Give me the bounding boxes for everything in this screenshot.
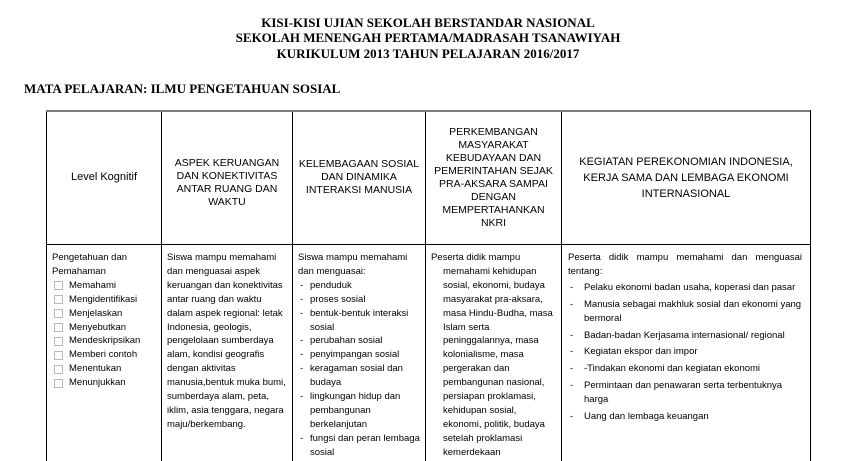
- list-item: - lingkungan hidup dan pembangunan berkelanjutan: [298, 390, 421, 432]
- table-top-border: [46, 110, 810, 112]
- list-item: - penduduk: [298, 279, 421, 293]
- table-row: [47, 245, 811, 461]
- checkbox-icon: [54, 309, 63, 318]
- list-item: Menyebutkan: [54, 321, 157, 335]
- list-item: - Uang dan lembaga keuangan: [568, 410, 802, 424]
- list-item: Menunjukkan: [54, 376, 157, 390]
- kegiatan-perekonomian-cell: [562, 245, 811, 461]
- header-aspek-keruangan: ASPEK KERUANGAN DAN KONEKTIVITAS ANTAR RUANG DAN WAKTU: [162, 111, 293, 245]
- list-item: Memahami: [54, 279, 157, 293]
- list-item: - proses sosial: [298, 293, 421, 307]
- list-item: - Kegiatan ekspor dan impor: [568, 345, 802, 359]
- list-item: - Pelaku ekonomi badan usaha, koperasi dan pasar: [568, 281, 802, 295]
- checkbox-icon: [54, 379, 63, 388]
- list-item: - perubahan sosial: [298, 334, 421, 348]
- level-title-line-2: Pemahaman: [52, 265, 157, 279]
- list-item: - keragaman sosial dan budaya: [298, 362, 421, 390]
- list-item: - fungsi dan peran lembaga sosial: [298, 432, 421, 460]
- list-item: Mendeskripsikan: [54, 334, 157, 348]
- header-perkembangan-masyarakat: PERKEMBANGAN MASYARAKAT KEBUDAYAAN DAN PEMERINTAHAN SEJAK PRA-AKSARA SAMPAI DENGAN MEMPERTAHANKAN NKRI: [426, 111, 562, 245]
- checkbox-icon: [54, 323, 63, 332]
- header-kelembagaan-sosial: KELEMBAGAAN SOSIAL DAN DINAMIKA INTERAKSI MANUSIA: [293, 111, 426, 245]
- header-level-kognitif: Level Kognitif: [47, 111, 162, 245]
- checkbox-icon: [54, 337, 63, 346]
- kelembagaan-sosial-cell: [293, 245, 426, 461]
- level-cell: [47, 245, 162, 461]
- document-title-line-1: KISI-KISI UJIAN SEKOLAH BERSTANDAR NASIONAL: [0, 16, 856, 30]
- checkbox-icon: [54, 351, 63, 360]
- checkbox-icon: [54, 365, 63, 374]
- perkembangan-intro: Peserta didik mampu: [431, 251, 557, 265]
- list-item: Memberi contoh: [54, 348, 157, 362]
- list-item: Mengidentifikasi: [54, 293, 157, 307]
- checkbox-icon: [54, 281, 63, 290]
- list-item: - bentuk-bentuk interaksi sosial: [298, 307, 421, 335]
- kelembagaan-list: [298, 279, 421, 460]
- perekonomian-intro: Peserta didik mampu memahami dan menguasai tentang:: [568, 251, 802, 279]
- checkbox-icon: [54, 295, 63, 304]
- list-item: Menjelaskan: [54, 307, 157, 321]
- kelembagaan-intro: Siswa mampu memahami dan menguasai:: [298, 251, 421, 279]
- list-item: - Badan-badan Kerjasama internasional/ regional: [568, 329, 802, 343]
- kisi-kisi-table: [46, 110, 811, 461]
- aspek-keruangan-cell: Siswa mampu memahami dan menguasai aspek keruangan dan konektivitas antar ruang dan waktu dalam aspek regional: letak Indonesia, geologis, pengelolaan sumberdaya alam, kondisi geografis dengan aktivitas manusia,bentuk muka bumi, sumberdaya alam, peta, iklim, asia tenggara, negara maju/berkembang.: [162, 245, 293, 461]
- document-title-line-3: KURIKULUM 2013 TAHUN PELAJARAN 2016/2017: [0, 47, 856, 61]
- header-kegiatan-perekonomian: KEGIATAN PEREKONOMIAN INDONESIA, KERJA SAMA DAN LEMBAGA EKONOMI INTERNASIONAL: [562, 111, 811, 245]
- list-item: - Manusia sebagai makhluk sosial dan ekonomi yang bermoral: [568, 298, 802, 326]
- list-item: - penyimpangan sosial: [298, 348, 421, 362]
- level-title-line-1: Pengetahuan dan: [52, 251, 157, 265]
- subject-heading: MATA PELAJARAN: ILMU PENGETAHUAN SOSIAL: [24, 81, 340, 97]
- list-item: - Permintaan dan penawaran serta terbentuknya harga: [568, 379, 802, 407]
- table-header-row: [47, 111, 811, 245]
- list-item: Menentukan: [54, 362, 157, 376]
- list-item: - -Tindakan ekonomi dan kegiatan ekonomi: [568, 362, 802, 376]
- perekonomian-list: [568, 281, 802, 424]
- perkembangan-body: memahami kehidupan sosial, ekonomi, budaya masyarakat pra-aksara, masa Hindu-Budha, masa Islam serta peninggalannya, masa kolonialisme, masa pergerakan dan pembangunan nasional, persiapan proklamasi, kehidupan sosial, ekonomi, politik, budaya setelah proklamasi kemerdekaan: [431, 265, 557, 460]
- perkembangan-masyarakat-cell: [426, 245, 562, 461]
- document-title-line-2: SEKOLAH MENENGAH PERTAMA/MADRASAH TSANAWIYAH: [0, 31, 856, 45]
